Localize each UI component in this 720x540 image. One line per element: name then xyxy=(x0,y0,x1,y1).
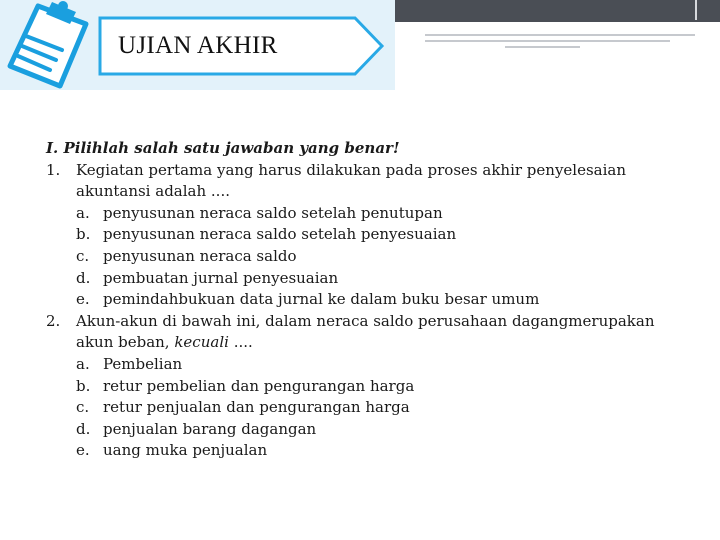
question-list xyxy=(46,160,696,462)
question-text: Kegiatan pertama yang harus dilakukan pada proses akhir penyelesaian xyxy=(76,160,627,179)
question-text: Akun-akun di bawah ini, dalam neraca saldo perusahaan dagangmerupakan xyxy=(76,311,655,330)
option-text: uang muka penjualan xyxy=(103,441,268,460)
page-title: UJIAN AKHIR xyxy=(118,32,278,59)
option-item xyxy=(76,203,696,225)
option-letter: e. xyxy=(76,441,90,460)
decorative-tick xyxy=(695,0,697,20)
option-letter: d. xyxy=(76,419,91,438)
option-list xyxy=(76,203,696,311)
option-letter: d. xyxy=(76,268,91,287)
question-number: 1. xyxy=(46,160,61,179)
question-text-continued xyxy=(76,332,696,354)
option-item xyxy=(76,419,696,441)
decorative-line xyxy=(425,34,695,36)
option-letter: c. xyxy=(76,246,90,265)
option-text: penjualan barang dagangan xyxy=(103,419,317,438)
exam-content xyxy=(46,138,696,462)
question-text-continued xyxy=(76,181,696,203)
question-item xyxy=(46,160,696,311)
option-list xyxy=(76,354,696,462)
option-letter: c. xyxy=(76,398,90,417)
question-text-part: .... xyxy=(228,333,253,352)
option-text: pembuatan jurnal penyesuaian xyxy=(103,268,339,287)
option-text: retur penjualan dan pengurangan harga xyxy=(103,398,410,417)
option-letter: b. xyxy=(76,376,91,395)
option-item xyxy=(76,268,696,290)
decorative-line xyxy=(425,40,670,42)
option-item xyxy=(76,376,696,398)
decorative-header-bar xyxy=(395,0,720,22)
clipboard-icon xyxy=(10,1,86,86)
option-item xyxy=(76,224,696,246)
option-letter: e. xyxy=(76,290,90,309)
option-letter: a. xyxy=(76,203,90,222)
option-text: retur pembelian dan pengurangan harga xyxy=(103,376,415,395)
option-letter: a. xyxy=(76,354,90,373)
question-item xyxy=(46,311,696,462)
option-item xyxy=(76,397,696,419)
option-text: penyusunan neraca saldo xyxy=(103,246,297,265)
option-text: penyusunan neraca saldo setelah penutupan xyxy=(103,203,443,222)
title-banner xyxy=(0,0,395,90)
question-number: 2. xyxy=(46,311,61,330)
section-heading: I. Pilihlah salah satu jawaban yang benar! xyxy=(46,139,400,157)
option-item xyxy=(76,246,696,268)
option-item xyxy=(76,289,696,311)
option-item xyxy=(76,440,696,462)
question-text-part: akuntansi adalah .... xyxy=(76,182,230,201)
question-emphasis: kecuali xyxy=(174,333,229,352)
question-text-part: akun beban, xyxy=(76,333,175,352)
option-item xyxy=(76,354,696,376)
option-text: pemindahbukuan data jurnal ke dalam buku besar umum xyxy=(103,290,540,309)
option-text: penyusunan neraca saldo setelah penyesuaian xyxy=(103,225,457,244)
decorative-line xyxy=(505,46,580,48)
option-letter: b. xyxy=(76,225,91,244)
option-text: Pembelian xyxy=(103,354,183,373)
